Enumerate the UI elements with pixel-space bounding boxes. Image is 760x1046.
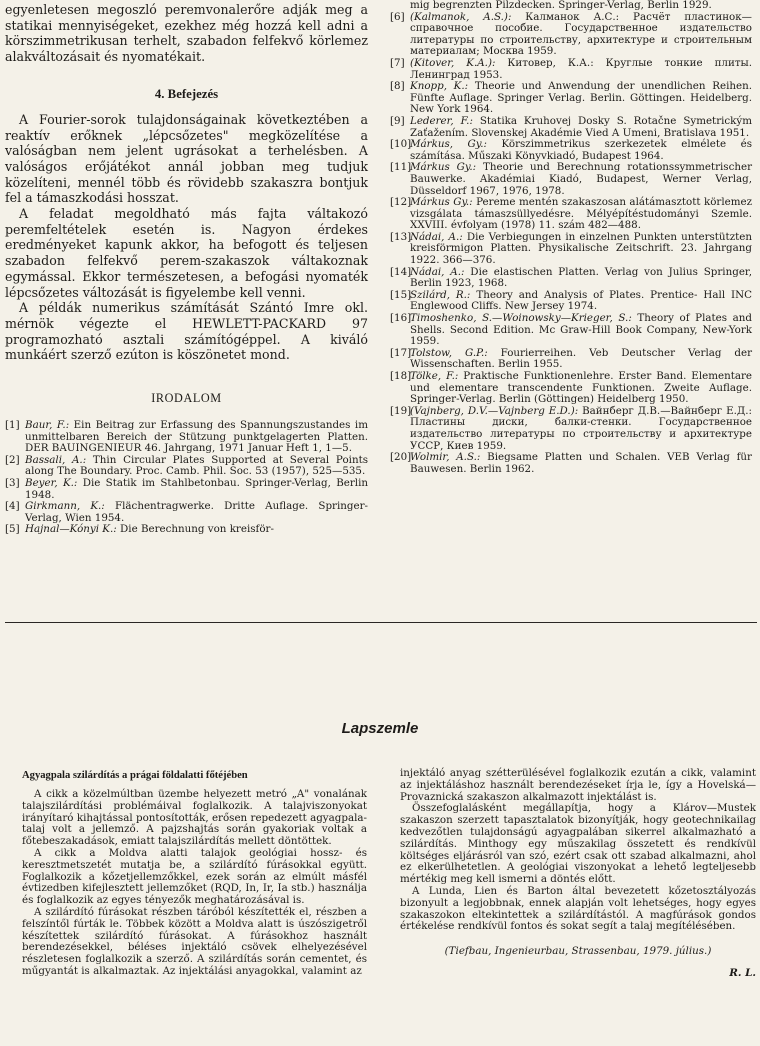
paragraph: A cikk a Moldva alatti talajok geológiai hossz- és keresztmetszetét mutatja be, a szilárdító fúrásokkal együtt. Foglalkozik a kőzetjellemzőkkel, ezek során az elmúlt másfél évtizedben kifejlesztett jellemzőket (RQD, In, Ir, Ia stb.) használja és foglalkozik az egyes tényezők meghatározásával is. (22, 846, 367, 907)
reference-item: mig begrenzten Pilzdecken. Springer-Verlag, Berlin 1929. (410, 0, 712, 11)
references-heading: IRODALOM (151, 391, 222, 406)
paragraph: A feladat megoldható más fajta váltakozó peremfeltételek esetén is. Nagyon érdekes eredményeket kapunk akkor, ha befogott és teljesen szabadon felfekvő perem-szakaszok váltakoznak egymással. Ekkor természetesen, a befogási nyomaték lépcsőzetes változását is figyelembe kell venni. (5, 206, 368, 300)
paragraph: A cikk a közelmúltban üzembe helyezett metró „A" vonalának talajszilárdítási problémáival foglalkozik. A talajviszonyokat irányítaró kihajtással pontosították, erősen repedezett agyagpala-talaj volt a jellemző. A pajzshajtás során gyakoriak voltak a főtebeszakadások, emiatt talajszilárdítás mellett döntöttek. (22, 788, 367, 848)
reference-item: [6] (Kalmanok, A.S.): Калманок А.С.: Расчёт пластинок—справочное пособие. Государственное издательство литературы по строительству, архитектуре и строительным материалам; Москва 1959. (390, 10, 752, 58)
right-column (390, 0, 752, 475)
reference-item: [7] (Kitover, K.A.): Китовер, К.А.: Круглые тонкие плиты. Ленинград 1953. (390, 56, 752, 81)
paragraph: A szilárdító fúrásokat részben tárόból készítették el, részben a felszíntől fúrták le. Többek között a Moldva alatt is úszószigetről készítettek szilárdító fúrásokat. A fúrásokhoz használt berendezésekkel, béléses injektáló csövek elhelyezésével részletesen foglalkozik a szerző. A szilárdítás során cementet, és műgyantát is alkalmaztak. Az injektálási anyagokkal, valamint az (22, 905, 367, 977)
reference-item: [11] Márkus Gy.: Theorie und Berechnung rotationssymmetrischer Bauwerke. Akadémiai Kiadó, Budapest, Werner Verlag, Düsseldorf 1967, 1976, 1978. (390, 161, 752, 197)
reference-item: [9] Lederer, F.: Statika Kruhovej Dosky S. Rotačne Symetrickým Zaťažením. Slovenskej Akadémie Vied A Umeni, Bratislava 1951. (390, 114, 752, 139)
source-citation: (Tiefbau, Ingenieurbau, Strassenbau, 1979. július.) (444, 945, 712, 958)
article-title: Agyagpala szilárdítás a prágai földalatti főtéjében (22, 770, 248, 781)
reference-item: [18] Tölke, F.: Praktische Funktionenlehre. Erster Band. Elementare und elementare transcendente Funktionen. Zweite Auflage. Springer-Verlag. Berlin (Göttingen) Heidelberg 1950. (390, 370, 752, 406)
reference-list (5, 420, 368, 536)
reference-item: [5] Hajnal—Kónyi K.: Die Berechnung von kreisför- (5, 523, 274, 536)
review-left-column (22, 770, 367, 978)
section-heading: 4. Befejezés (154, 86, 219, 101)
reference-item: [19] (Vajnberg, D.V.—Vajnberg E.D.): Вайнберг Д.В.—Вайнберг Е.Д.: Пластины диски, балки-стенки. Государственное издательство литературы по строительству и архитектуре УССР, Киев 1959. (390, 404, 752, 452)
reference-item: [15] Szilárd, R.: Theory and Analysis of Plates. Prentice- Hall INC Englewood Cliffs. New Jersey 1974. (390, 288, 752, 313)
review-left-body (22, 789, 367, 978)
reference-item: [12] Márkus Gy.: Pereme mentén szakaszosan alátámasztott körlemez vizsgálata támaszsüllyedésre. Mélyépítéstudományi Szemle. XXVIII. évfolyam (1978) 11. szám 482—488. (390, 196, 752, 232)
reference-item: [8] Knopp, K.: Theorie und Anwendung der unendlichen Reihen. Fünfte Auflage. Springer Verlag. Berlin. Göttingen. Heidelberg. New York 1964. (390, 80, 752, 116)
review-section-title: Lapszemle (341, 720, 419, 737)
paragraph: egyenletesen megoszló peremvonalerőre adják meg a statikai mennyiségeket, ezekhez még hozzá kell adni a körszimmetrikusan terhelt, szabadon felfekvő körlemez alakváltozásait és nyomatékait. (5, 2, 368, 65)
reference-item: [20] Wolmir, A.S.: Biegsame Platten und Schalen. VEB Verlag für Bauwesen. Berlin 1962. (390, 451, 752, 475)
reference-item: [4] Girkmann, K.: Flächentragwerke. Dritte Auflage. Springer-Verlag, Wien 1954. (5, 500, 368, 524)
reference-item: [14] Nádai, A.: Die elastischen Platten. Verlag von Julius Springer, Berlin 1923, 1968. (390, 265, 752, 290)
paragraph: A Lunda, Lien és Barton által bevezetett kőzetosztályozás bizonyult a legjobbnak, ennek alapján volt lehetséges, hogy egyes szakaszokon eltekintettek a szilárdítástól. A magfúrások gondos értékelése rendkívül fontos és sokat segít a talaj megítélésében. (400, 884, 756, 933)
intro-text (5, 2, 368, 65)
reference-item: [16] Timoshenko, S.—Woinowsky—Krieger, S.: Theory of Plates and Shells. Second Edition. Mc Graw-Hill Book Company, New-York 1959. (390, 312, 753, 348)
paragraph: injektáló anyag szétterülésével foglalkozik ezután a cikk, valamint az injektáláshoz használt berendezéseket írja le, így a Hovelská—Provaznická szakaszon alkalmazott injektálást is. (400, 767, 756, 803)
reference-item: [1] Baur, F.: Ein Beitrag zur Erfassung des Spannungszustandes im unmittelbaren Bereich der Stützung punktgelagerten Platten. DER BAUINGENIEUR 46. Jahrgang, 1971 Januar Heft 1, 1—5. (5, 419, 368, 455)
section-divider (5, 622, 757, 623)
section-body (5, 112, 368, 363)
author-initials: R. L. (729, 967, 756, 980)
left-column (5, 2, 368, 536)
reference-item: [10] Márkus, Gy.: Körszimmetrikus szerkezetek elmélete és számítása. Műszaki Könyvkiadó, Budapest 1964. (390, 138, 752, 162)
review-right-column (400, 768, 756, 979)
reference-item: [17] Tolstow, G.P.: Fourierreihen. Veb Deutscher Verlag der Wissenschaften. Berlin 1955. (390, 346, 752, 371)
reference-item: [13] Nádai, A.: Die Verbiegungen in einzelnen Punkten unterstützten kreisförmigon Platten. Physikalische Zeitschrift. 23. Jahrgang 1922. 366—376. (390, 230, 752, 267)
paragraph: A Fourier-sorok tulajdonságainak következtében a reaktív erőknek „lépcsőzetes" megközelítése a valóságban nem jelent ugrásokat a terhelésben. A valóságos erőjátékot annál jobban meg tudjuk közelíteni, mennél több és rövidebb szakaszra bontjuk fel a támaszkodási hosszat. (5, 111, 368, 206)
reference-item: [2] Bassali, A.: Thin Circular Plates Supported at Several Points along The Boundary. Proc. Camb. Phil. Soc. 53 (1957), 525—535. (5, 453, 368, 478)
paragraph: Összefoglalásként megállapítja, hogy a Klárov—Mustek szakaszon szerzett tapasztalatok bizonyítják, hogy geotechnikailag kedvezőtlen tulajdonságú agyagpalában sikerrel alkalmazható a szilárdítás. Minthogy egy műszakilag összetett és rendkívül költséges eljárásról van szó, ezért csak ott szabad alkalmazni, ahol ez elkerülhetetlen. A geológiai viszonyokat a lehető legteljesebb mértékig meg kell ismerni a döntés előtt. (400, 802, 756, 886)
paragraph: A példák numerikus számítását Szántó Imre okl. mérnök végezte el HEWLETT-PACKARD 97 programozható asztali számítógéppel. A kiváló munkáért szerző ezúton is köszönetet mond. (5, 300, 368, 363)
review-right-body (400, 768, 756, 933)
reference-item: [3] Beyer, K.: Die Statik im Stahlbetonbau. Springer-Verlag, Berlin 1948. (5, 477, 368, 501)
